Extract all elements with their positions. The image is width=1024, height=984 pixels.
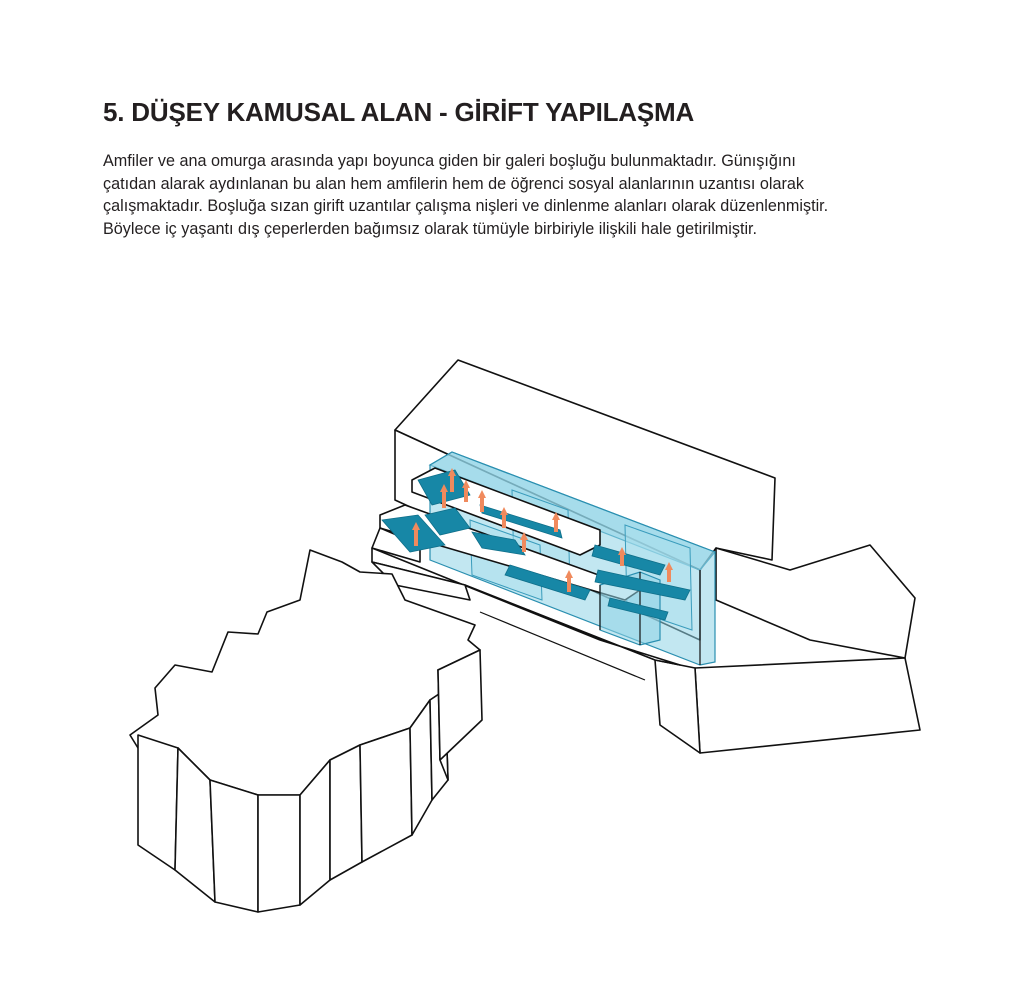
description-line: Amfiler ve ana omurga arasında yapı boyunca giden bir galeri boşluğu bulunmaktadır. Günışığını bbox=[103, 152, 796, 170]
axonometric-diagram bbox=[0, 300, 1024, 984]
description-paragraph bbox=[103, 150, 943, 240]
description-line: çalışmaktadır. Boşluğa sızan girift uzantılar çalışma nişleri ve dinlenme alanları olarak düzenlenmiştir. bbox=[103, 197, 829, 215]
description-line: çatıdan alarak aydınlanan bu alan hem amfilerin hem de öğrenci sosyal alanlarının uzantısı olarak bbox=[103, 174, 804, 193]
description-line: Böylece iç yaşantı dış çeperlerden bağımsız olarak tümüyle birbiriyle ilişkili hale getirilmiştir. bbox=[103, 219, 758, 238]
page-title: 5. DÜŞEY KAMUSAL ALAN - GİRİFT YAPILAŞMA bbox=[103, 97, 695, 127]
left-stepped-block bbox=[130, 550, 482, 912]
